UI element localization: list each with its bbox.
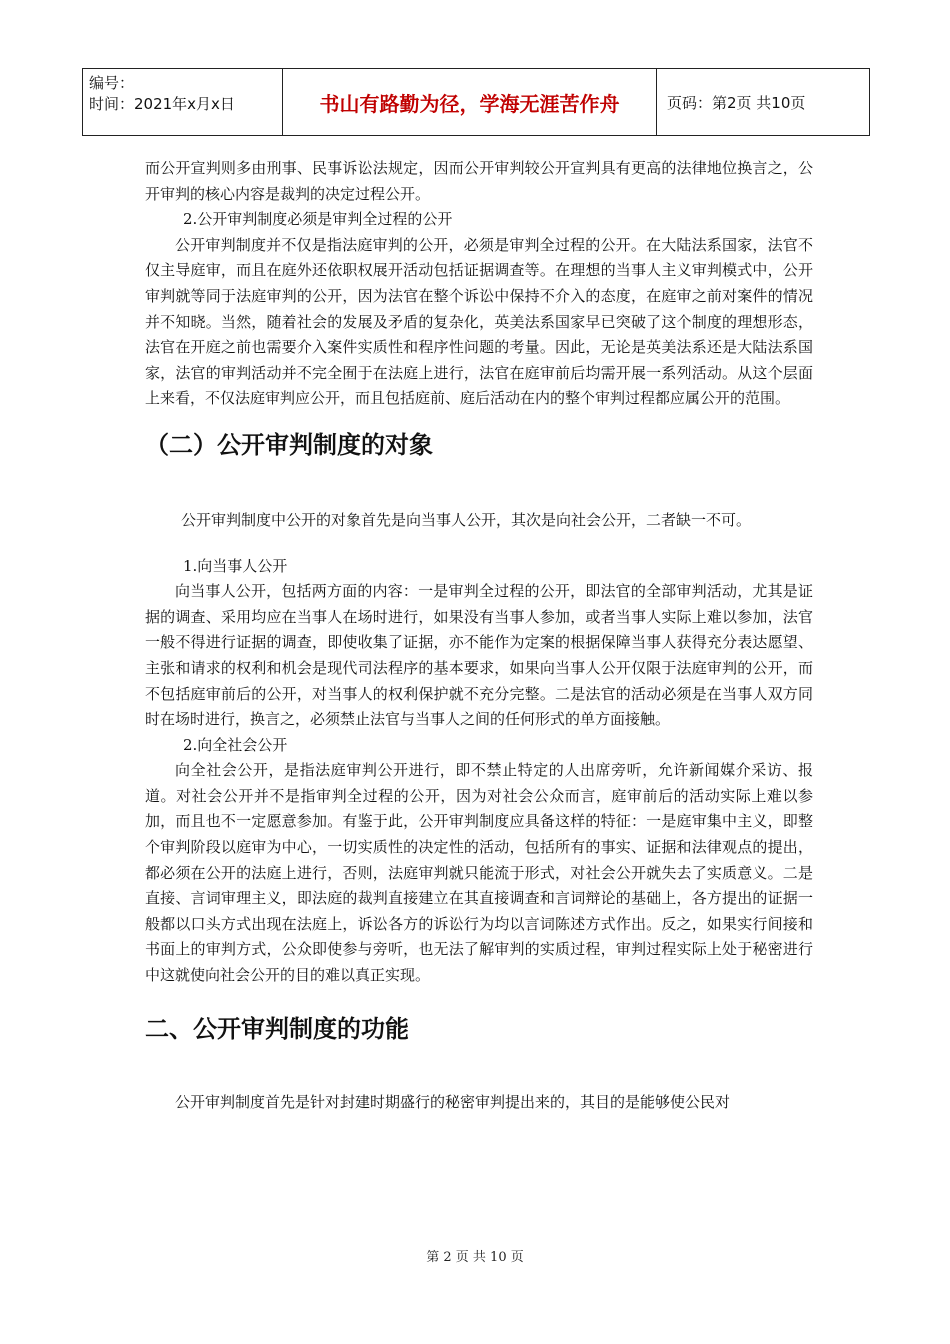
document-time-label: 时间：2021年x月x日 (89, 95, 235, 113)
subheading-2-full-process: 2.公开审判制度必须是审判全过程的公开 (183, 210, 453, 229)
paragraph-5: 向全社会公开，是指法庭审判公开进行，即不禁止特定的人出席旁听，允许新闻媒介采访、报道。对社会公开并不是指审判全过程的公开，因为对社会公众而言，庭审前后的活动实际上难以参加，而且也不一定愿意参加。有鉴于此，公开审判制度应具备这样的特征：一是庭审集中主义，即整个审判阶段以庭审为中心，一切实质性的决定性的活动，包括所有的事实、证据和法律观点的提出，都必须在公开的法庭上进行，否则，法庭审判就只能流于形式，对社会公开就失去了实质意义。二是直接、言词审理主义，即法庭的裁判直接建立在其直接调查和言词辩论的基础上，各方提出的证据一般都以口头方式出现在法庭上，诉讼各方的诉讼行为均以言词陈述方式作出。反之，如果实行间接和书面上的审判方式，公众即使参与旁听，也无法了解审判的实质过程，审判过程实际上处于秘密进行中这就使向社会公开的目的难以真正实现。 (145, 761, 813, 985)
paragraph-6: 公开审判制度首先是针对封建时期盛行的秘密审判提出来的，其目的是能够使公民对 (175, 1092, 731, 1111)
document-body (145, 156, 813, 1115)
paragraph-2: 公开审判制度并不仅是指法庭审判的公开，必须是审判全过程的公开。在大陆法系国家，法官不仅主导庭审，而且在庭外还依职权展开活动包括证据调查等。在理想的当事人主义审判模式中，公开审判就等同于法庭审判的公开，因为法官在整个诉讼中保持不介入的态度，在庭审之前对案件的情况并不知晓。当然，随着社会的发展及矛盾的复杂化，英美法系国家早已突破了这个制度的理想形态，法官在开庭之前也需要介入案件实质性和程序性问题的考量。因此，无论是英美法系还是大陆法系国家，法官的审判活动并不完全囿于在法庭上进行，法官在庭审前后均需开展一系列活动。从这个层面上来看，不仅法庭审判应公开，而且包括庭前、庭后活动在内的整个审判过程都应属公开的范围。 (145, 235, 813, 408)
paragraph-4: 向当事人公开，包括两方面的内容：一是审判全过程的公开，即法官的全部审判活动，尤其是证据的调查、采用均应在当事人在场时进行，如果没有当事人参加，或者当事人实际上难以参加，法官一般不得进行证据的调查，即使收集了证据，亦不能作为定案的根据保障当事人获得充分表达愿望、主张和请求的权利和机会是现代司法程序的基本要求，如果向当事人公开仅限于法庭审判的公开，而不包括庭审前后的公开，对当事人的权利保护就不充分完整。二是法官的活动必须是在当事人双方同时在场时进行，换言之，必须禁止法官与当事人之间的任何形式的单方面接触。 (145, 582, 813, 729)
paragraph-1: 而公开宣判则多由刑事、民事诉讼法规定，因而公开审判较公开宣判具有更高的法律地位换言之，公开审判的核心内容是裁判的决定过程公开。 (145, 159, 813, 203)
header-meta-cell (83, 69, 283, 135)
paragraph-3: 公开审判制度中公开的对象首先是向当事人公开，其次是向社会公开，二者缺一不可。 (181, 510, 752, 529)
subheading-to-parties: 1.向当事人公开 (183, 556, 288, 575)
document-number-label: 编号： (89, 74, 135, 92)
header-motto: 书山有路勤为径，学海无涯苦作舟 (283, 69, 657, 135)
header-page-info: 页码：第2页 共10页 (667, 93, 806, 112)
subheading-to-society: 2.向全社会公开 (183, 735, 288, 754)
page-footer: 第 2 页 共 10 页 (426, 1250, 524, 1265)
section-heading-objects: （二）公开审判制度的对象 (145, 430, 433, 459)
chapter-heading-functions: 二、公开审判制度的功能 (145, 1014, 409, 1043)
header-table (82, 68, 870, 136)
